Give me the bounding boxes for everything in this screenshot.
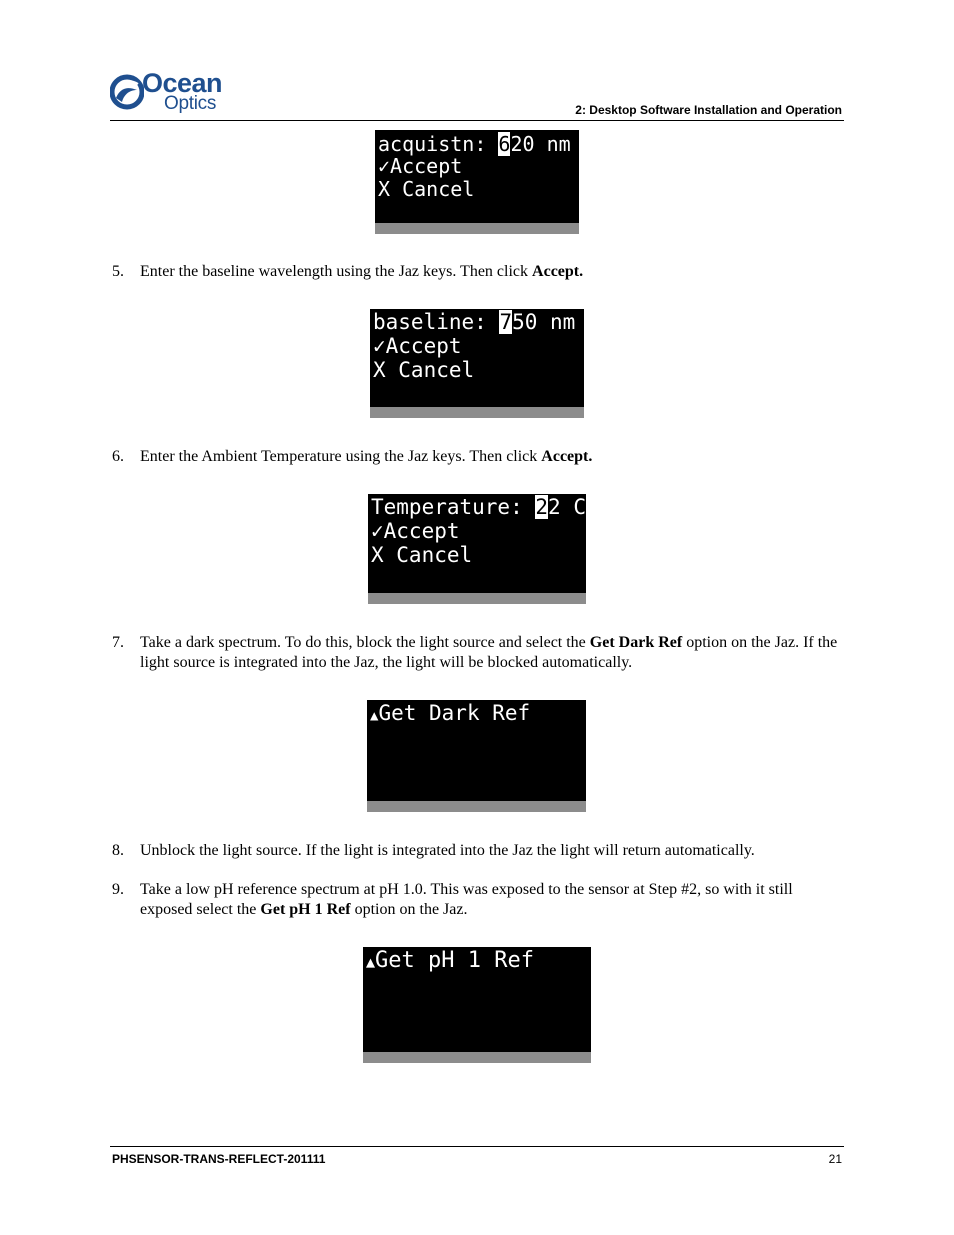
lcd-line-temperature-value: Temperature: 22 C (371, 495, 586, 519)
step-text: Unblock the light source. If the light is integrated into the Jaz the light will return automatically. (140, 842, 755, 859)
ocean-optics-logo (110, 68, 240, 116)
logo-word-optics: Optics (164, 93, 217, 114)
lcd-line-cancel: X Cancel (378, 177, 475, 201)
step-number: 5. (112, 263, 124, 280)
lcd-line-baseline-value: baseline: 750 nm (373, 310, 576, 334)
footer-rule (110, 1146, 844, 1147)
lcd-cursor: 6 (498, 132, 511, 156)
lcd-line-accept: ✓Accept (371, 519, 460, 543)
lcd-status-bar (368, 593, 586, 604)
lcd-line-ph1-ref: ▲Get pH 1 Ref (366, 948, 534, 973)
step-text: Enter the baseline wavelength using the Jaz keys. Then click Accept. (140, 263, 584, 280)
header-rule (110, 120, 844, 121)
lcd-line-cancel: X Cancel (371, 543, 473, 567)
up-arrow-icon: ▲ (366, 953, 376, 971)
up-arrow-icon: ▲ (370, 708, 379, 724)
step-text: Take a dark spectrum. To do this, block the light source and select the Get Dark Ref option on the Jaz. If the light source is integrated into the Jaz, the light will be blocked automatically. (140, 634, 838, 671)
lcd-cursor: 2 (535, 495, 549, 519)
step-number: 9. (112, 881, 124, 898)
logo-word-ocean: Ocean (142, 68, 223, 98)
lcd-line-cancel: X Cancel (373, 358, 475, 382)
footer-document-id: PHSENSOR-TRANS-REFLECT-201111 (112, 1152, 326, 1166)
step-text: Enter the Ambient Temperature using the Jaz keys. Then click Accept. (140, 448, 593, 465)
lcd-line-accept: ✓Accept (378, 154, 463, 178)
lcd-line-dark-ref: ▲Get Dark Ref (370, 701, 531, 725)
lcd-screen-temperature (368, 494, 586, 604)
lcd-screen-acquisition (375, 130, 579, 234)
step-number: 8. (112, 842, 124, 859)
lcd-cursor: 7 (499, 310, 513, 334)
lcd-status-bar (375, 223, 579, 234)
lcd-line-acquisition-value: acquistn: 620 nm (378, 132, 571, 156)
lcd-status-bar (370, 407, 584, 418)
page-number: 21 (828, 1152, 842, 1166)
lcd-screen-baseline (370, 309, 584, 418)
lcd-screen-ph1-ref (363, 947, 591, 1063)
lcd-status-bar (367, 801, 586, 812)
lcd-line-accept: ✓Accept (373, 334, 462, 358)
section-title: 2: Desktop Software Installation and Operation (575, 103, 842, 117)
lcd-status-bar (363, 1052, 591, 1063)
ocean-optics-wave-icon (110, 72, 144, 112)
step-text: Take a low pH reference spectrum at pH 1.0. This was exposed to the sensor at Step #2, so with it still exposed select the Get pH 1 Ref option on the Jaz. (140, 881, 793, 918)
step-number: 7. (112, 634, 124, 651)
step-number: 6. (112, 448, 124, 465)
lcd-screen-dark-ref (367, 700, 586, 812)
